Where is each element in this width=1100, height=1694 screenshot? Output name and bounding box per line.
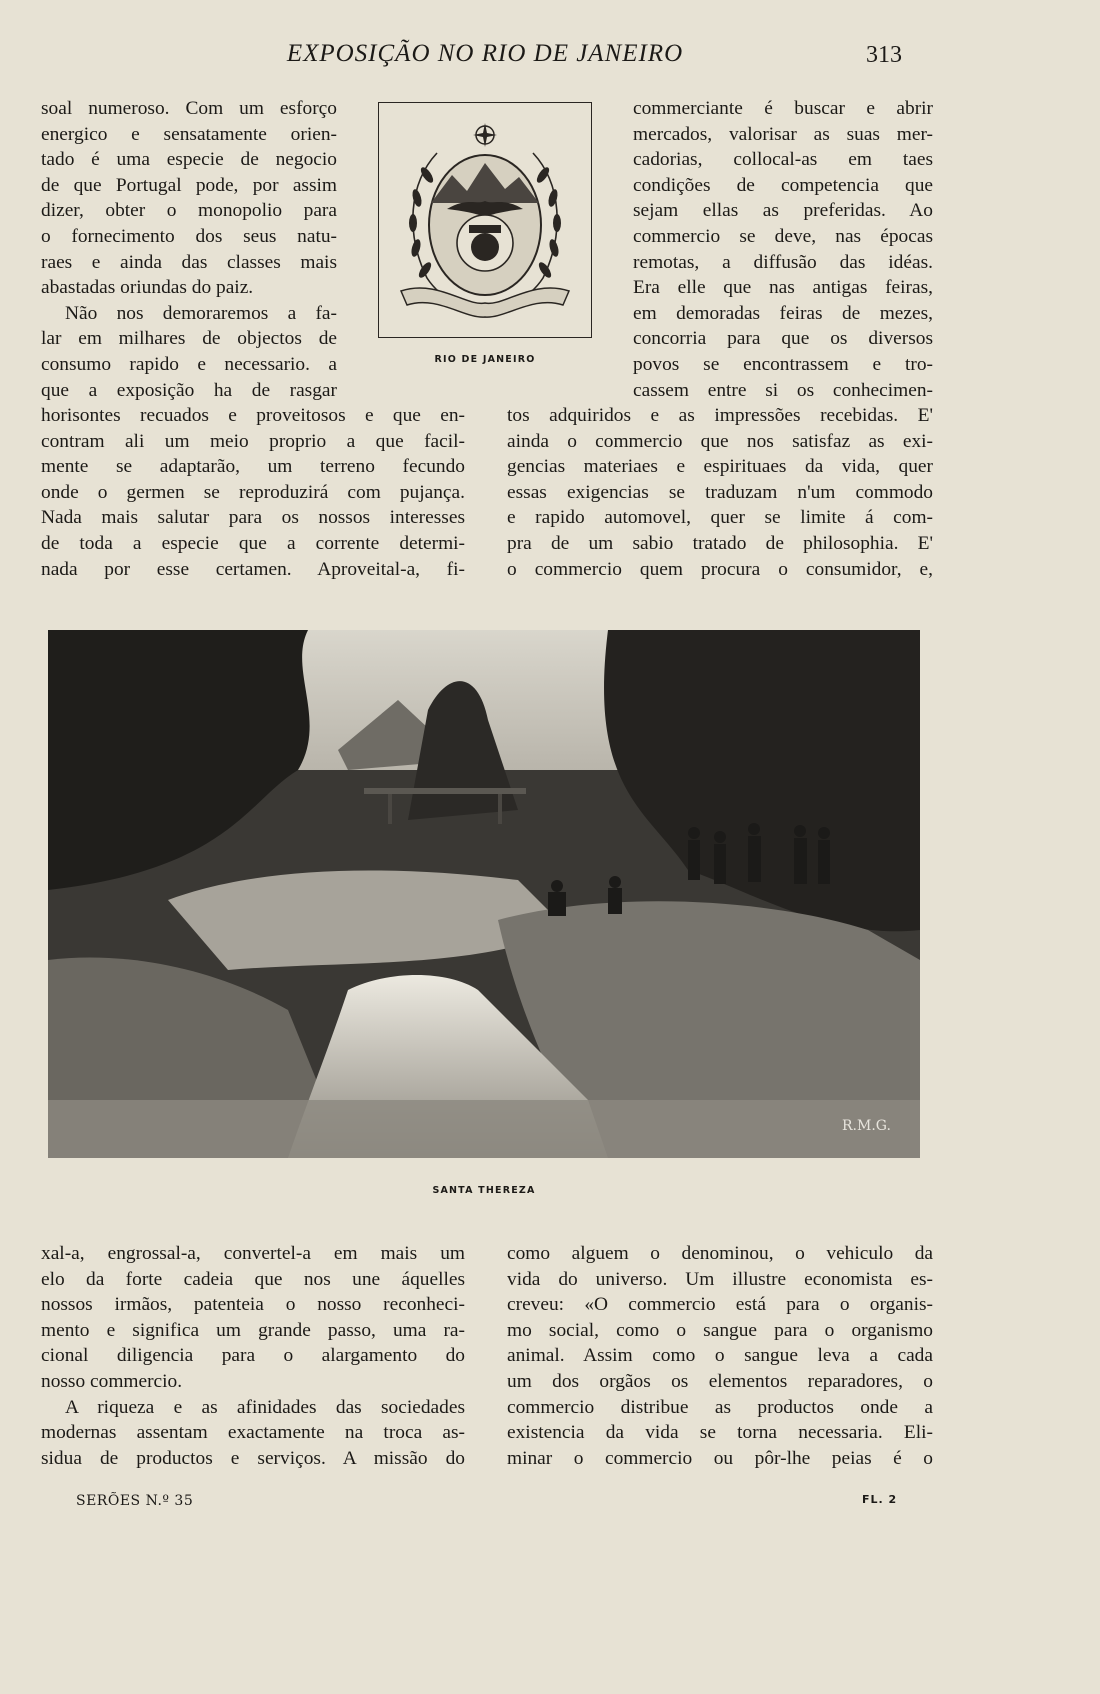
text-line: Era elle que nas antigas feiras,	[633, 277, 933, 299]
text-line: condições de competencia que	[633, 174, 933, 196]
text-line: elo da forte cadeia que nos une áquelles	[41, 1268, 465, 1290]
text-line: gencias materiaes e espirituaes da vida, quer	[507, 456, 933, 478]
text-line: e rapido automovel, quer se limite á com-	[507, 507, 933, 529]
text-line: commercio distribue as productos onde a	[507, 1396, 933, 1418]
text-line: nossos irmãos, patenteia o nosso reconheci-	[41, 1294, 465, 1316]
waterfall-landscape-photo	[48, 630, 920, 1158]
text-line: como alguem o denominou, o vehiculo da	[507, 1243, 933, 1264]
text-line: o commercio quem procura o consumidor, e,	[507, 558, 933, 580]
text-line: creveu: «O commercio está para o organis-	[507, 1294, 933, 1316]
text-line: que a exposição ha de rasgar	[41, 379, 337, 401]
text-line: A riqueza e as afinidades das sociedades	[65, 1396, 465, 1418]
text-line: energico e sensatamente orien-	[41, 123, 337, 145]
coat-of-arms-frame	[378, 102, 592, 338]
text-line: tos adquiridos e as impressões recebidas. E'	[507, 405, 933, 426]
text-line: contram ali um meio proprio a que facil-	[41, 430, 465, 452]
text-line: mente se adaptarão, um terreno fecundo	[41, 456, 465, 478]
text-line: animal. Assim como o sangue leva a cada	[507, 1345, 933, 1367]
text-column-bottom-left	[41, 1241, 465, 1471]
text-line: commercio se deve, nas épocas	[633, 225, 933, 247]
text-line: povos se encontrassem e tro-	[633, 353, 933, 375]
text-line: sejam ellas as preferidas. Ao	[633, 200, 933, 222]
text-line: remotas, a diffusão das idéas.	[633, 251, 933, 273]
text-line: cassem entre si os conhecimen-	[633, 379, 933, 401]
text-line: pra de um sabio tratado de philosophia. E'	[507, 532, 933, 554]
text-line: sidua de productos e serviços. A missão do	[41, 1447, 465, 1469]
text-line: lar em milhares de objectos de	[41, 328, 337, 350]
text-line: soal numeroso. Com um esforço	[41, 98, 337, 119]
emblem-caption: RIO DE JANEIRO	[434, 354, 536, 365]
text-column-top-right	[633, 96, 933, 403]
photo-caption: SANTA THEREZA	[432, 1185, 536, 1196]
text-line: nada por esse certamen. Aproveital-a, fi-	[41, 558, 465, 580]
text-line: essas exigencias se traduzam n'um commodo	[507, 481, 933, 503]
text-line: um dos orgãos os elementos reparadores, o	[507, 1370, 933, 1392]
text-line: de toda a especie que a corrente determi-	[41, 532, 465, 554]
text-line: cional diligencia para o alargamento do	[41, 1345, 465, 1367]
text-line: o fornecimento dos seus natu-	[41, 225, 337, 247]
page-number: 313	[866, 42, 902, 68]
santa-thereza-photograph	[48, 630, 920, 1158]
text-column-top-left-wide	[41, 403, 465, 582]
text-line: raes e ainda das classes mais	[41, 251, 337, 273]
text-line: dizer, obter o monopolio para	[41, 200, 337, 222]
text-line: Nada mais salutar para os nossos interesses	[41, 507, 465, 529]
text-line: mento e significa um grande passo, uma ra-	[41, 1319, 465, 1341]
text-line: mo social, como o sangue para o organismo	[507, 1319, 933, 1341]
text-column-top-right-wide	[507, 403, 933, 582]
text-line: commerciante é buscar e abrir	[633, 98, 933, 119]
text-line: concorria para que os diversos	[633, 328, 933, 350]
footer-sheet-number: FL. 2	[862, 1493, 898, 1506]
text-line: mercados, valorisar as suas mer-	[633, 123, 933, 145]
text-line: tado é uma especie de negocio	[41, 149, 337, 171]
text-line: consumo rapido e necessario. a	[41, 353, 337, 375]
text-line: ainda o commercio que nos satisfaz as exi-	[507, 430, 933, 452]
text-column-top-left	[41, 96, 337, 403]
text-line: vida do universo. Um illustre economista es-	[507, 1268, 933, 1290]
text-line: em demoradas feiras de mezes,	[633, 302, 933, 324]
text-line: horisontes recuados e proveitosos e que en-	[41, 405, 465, 426]
photographer-signature: R.M.G.	[842, 1118, 891, 1134]
text-line: nosso commercio.	[41, 1370, 183, 1392]
state-coat-of-arms-icon	[397, 113, 573, 327]
text-line: modernas assentam exactamente na troca as-	[41, 1422, 465, 1444]
text-line: xal-a, engrossal-a, convertel-a em mais um	[41, 1243, 465, 1264]
text-column-bottom-right	[507, 1241, 933, 1471]
running-title: EXPOSIÇÃO NO RIO DE JANEIRO	[286, 40, 684, 67]
text-line: onde o germen se reproduzirá com pujança.	[41, 481, 465, 503]
text-line: abastadas oriundas do paiz.	[41, 277, 254, 299]
text-line: minar o commercio ou pôr-lhe peias é o	[507, 1447, 933, 1469]
text-line: cadorias, collocal-as em taes	[633, 149, 933, 171]
text-line: de que Portugal pode, por assim	[41, 174, 337, 196]
text-line: Não nos demoraremos a fa-	[65, 302, 337, 324]
text-line: existencia da vida se torna necessaria. Eli-	[507, 1422, 933, 1444]
footer-issue-number: SERÕES N.º 35	[76, 1493, 194, 1509]
